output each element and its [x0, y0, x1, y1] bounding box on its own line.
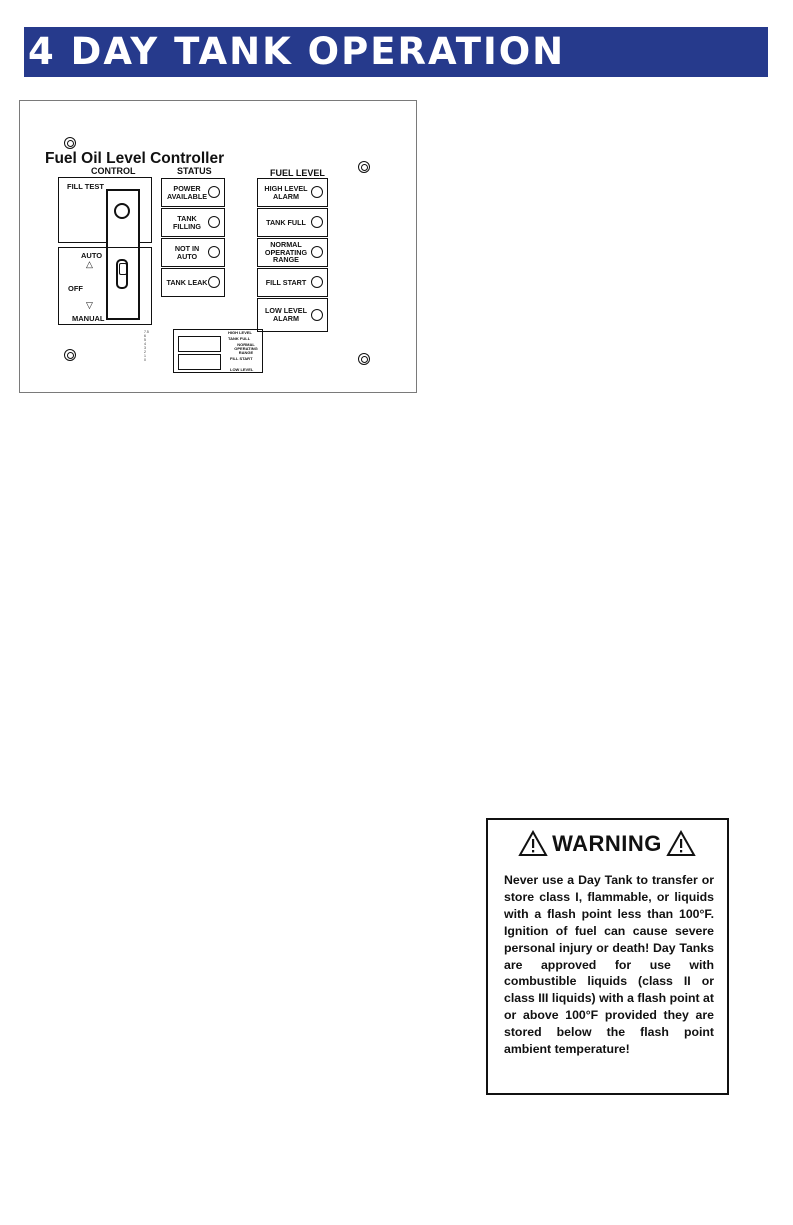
led-icon — [311, 216, 323, 228]
fuel-low-level-alarm: LOW LEVEL ALARM — [257, 298, 328, 332]
manual-label: MANUAL — [72, 314, 105, 323]
warning-triangle-icon — [518, 830, 548, 857]
warning-box — [486, 818, 729, 1095]
status-tank-filling: TANK FILLING — [161, 208, 225, 237]
screw-icon — [358, 161, 370, 173]
led-icon — [208, 186, 220, 198]
status-not-in-auto: NOT IN AUTO — [161, 238, 225, 267]
fuel-tank-full: TANK FULL — [257, 208, 328, 237]
triangle-down-icon: ▽ — [86, 300, 93, 310]
page-banner — [24, 27, 768, 77]
fuel-normal-operating-range: NORMAL OPERATING RANGE — [257, 238, 328, 267]
panel-title: Fuel Oil Level Controller — [45, 150, 225, 167]
warning-header — [488, 830, 726, 857]
control-heading: CONTROL — [91, 166, 136, 176]
level-gauge: HIGH LEVEL TANK FULL NORMAL OPERATING RANGE FILL START LOW LEVEL — [173, 329, 263, 373]
led-icon — [311, 309, 323, 321]
off-label: OFF — [68, 284, 83, 293]
status-heading: STATUS — [177, 166, 212, 176]
led-icon — [311, 186, 323, 198]
triangle-up-icon: △ — [86, 259, 93, 269]
warning-triangle-icon — [666, 830, 696, 857]
fill-test-label: FILL TEST — [67, 182, 104, 191]
fill-test-button[interactable] — [114, 203, 130, 219]
led-icon — [208, 276, 220, 288]
screw-icon — [358, 353, 370, 365]
led-icon — [311, 246, 323, 258]
warning-text: Never use a Day Tank to transfer or store class I, flammable, or liquids with a flash point less than 100°F. Ignition of fuel can cause severe personal injury or death! Day Tanks are approved for use with combustible liquids (class II or class III liquids) with a flash point at or above 100°F provided they are stored below the flash point ambient temperature! — [504, 873, 714, 1057]
status-tank-leak: TANK LEAK — [161, 268, 225, 297]
gauge-window — [178, 354, 221, 370]
page-title: 4 DAY TANK OPERATION — [28, 30, 566, 73]
status-power-available: POWER AVAILABLE — [161, 178, 225, 207]
controller-panel: Fuel Oil Level Controller CONTROL FILL TEST AUTO △ OFF ▽ MANUAL STATUS POWER AVAILABLE TANK FILLING NOT IN AUTO TANK LEAK FUEL LEVEL HIGH LEVEL ALARM TANK FULL NORMAL OPERATING RANGE FILL START LOW LEVEL ALARM 7.5 6 5 4 3 2 1 0 HIGH LEVEL TANK FULL NORMAL OPERATING RANGE FILL START LOW LEVEL — [19, 100, 417, 393]
control-switch-plate — [106, 189, 140, 320]
screw-icon — [64, 137, 76, 149]
mode-toggle-switch[interactable] — [116, 259, 128, 289]
fuel-level-heading: FUEL LEVEL — [270, 168, 325, 178]
screw-icon — [64, 349, 76, 361]
auto-label: AUTO — [81, 251, 103, 260]
led-icon — [208, 246, 220, 258]
led-icon — [311, 276, 323, 288]
fuel-fill-start: FILL START — [257, 268, 328, 297]
led-icon — [208, 216, 220, 228]
fuel-high-level-alarm: HIGH LEVEL ALARM — [257, 178, 328, 207]
warning-title: WARNING — [552, 830, 662, 856]
gauge-window — [178, 336, 221, 352]
